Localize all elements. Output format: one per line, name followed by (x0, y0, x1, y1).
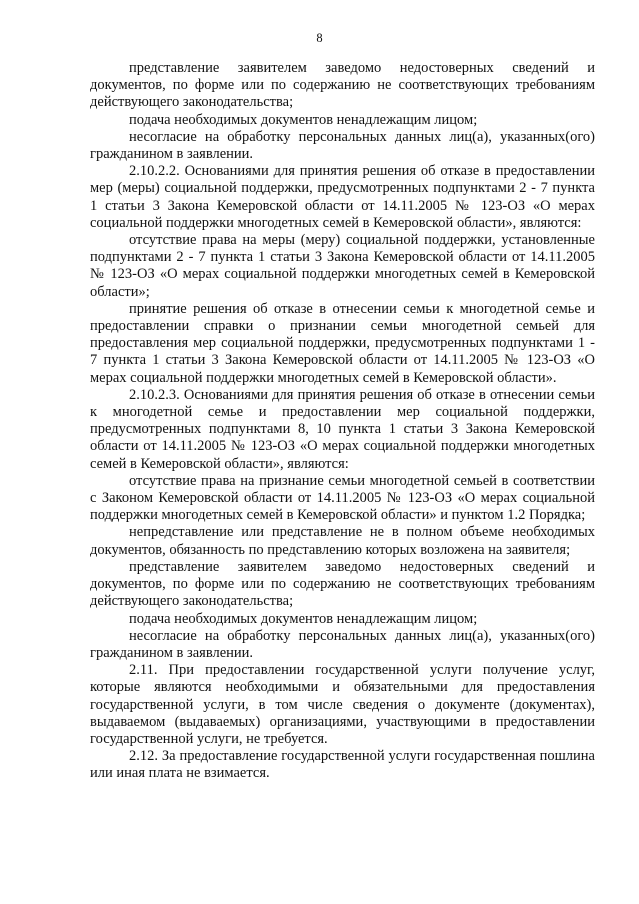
paragraph: 2.12. За предоставление государственной услуги государственная пошлина или иная плата не взимается. (90, 748, 595, 782)
paragraph: принятие решения об отказе в отнесении семьи к многодетной семье и предоставлении справки о признании семьи многодетной семьей для предоставления мер социальной поддержки, предусмотренных подпунктами 1 - 7 пункта 1 статьи 3 Закона Кемеровской области от 14.11.2005 № 123-ОЗ «О мерах социальной поддержки многодетных семей в Кемеровской области». (90, 300, 595, 386)
paragraph: отсутствие права на признание семьи многодетной семьей в соответствии с Законом Кемеровской области от 14.11.2005 № 123-ОЗ «О мерах социальной поддержки многодетных семей в Кемеровской области» и пунктом 1.2 Порядка; (90, 472, 595, 524)
paragraph: подача необходимых документов ненадлежащим лицом; (129, 111, 478, 128)
paragraph: несогласие на обработку персональных данных лиц(а), указанных(ого) гражданином в заявлении. (90, 627, 595, 661)
paragraph: 2.11. При предоставлении государственной услуги получение услуг, которые являются необходимыми и обязательными для предоставления государственной услуги, в том числе сведения о документе (документах), выдаваемом (выдаваемых) организациями, участвующими в предоставлении государственной услуги, не требуется. (90, 662, 595, 747)
document-body (90, 60, 595, 783)
paragraph: представление заявителем заведомо недостоверных сведений и документов, по форме или по содержанию не соответствующих требованиям действующего законодательства; (90, 60, 595, 111)
paragraph: представление заявителем заведомо недостоверных сведений и документов, по форме или по содержанию не соответствующих требованиям действующего законодательства; (90, 558, 595, 610)
paragraph: непредставление или представление не в полном объеме необходимых документов, обязанность по представлению которых возложена на заявителя; (90, 524, 595, 558)
page-number: 8 (316, 31, 323, 45)
paragraph: отсутствие права на меры (меру) социальной поддержки, установленные подпунктами 2 - 7 пункта 1 статьи 3 Закона Кемеровской области от 14.11.2005 № 123-ОЗ «О мерах социальной поддержки многодетных семей в Кемеровской области»; (90, 232, 595, 300)
paragraph: 2.10.2.2. Основаниями для принятия решения об отказе в предоставлении мер (меры) социальной поддержки, предусмотренных подпунктами 2 - 7 пункта 1 статьи 3 Закона Кемеровской области от 14.11.2005 № 123-ОЗ «О мерах социальной поддержки многодетных семей в Кемеровской области», являются: (90, 163, 595, 231)
paragraph: несогласие на обработку персональных данных лиц(а), указанных(ого) гражданином в заявлении. (90, 128, 595, 163)
paragraph: подача необходимых документов ненадлежащим лицом; (129, 610, 478, 627)
paragraph: 2.10.2.3. Основаниями для принятия решения об отказе в отнесении семьи к многодетной семье и предоставлении мер социальной поддержки, предусмотренных подпунктами 8, 10 пункта 1 статьи 3 Закона Кемеровской области от 14.11.2005 № 123-ОЗ «О мерах социальной поддержки многодетных семей в Кемеровской области», являются: (90, 386, 595, 472)
